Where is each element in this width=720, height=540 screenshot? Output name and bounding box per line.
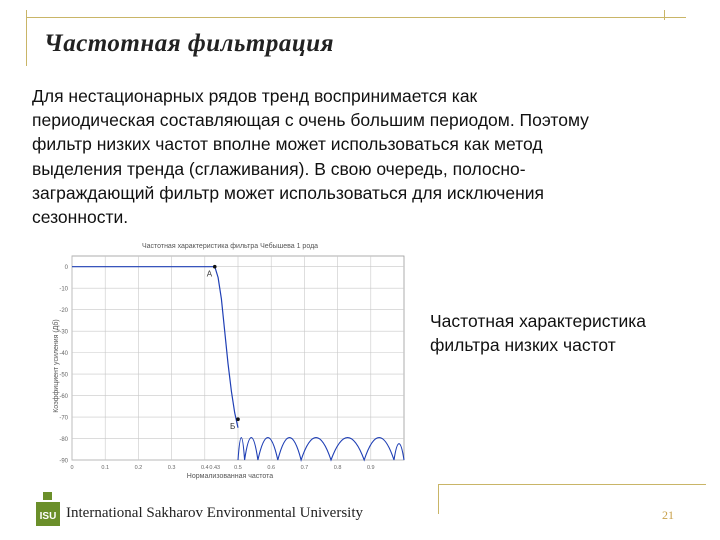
y-tick-label: -90 [59,458,68,465]
page-number: 21 [662,508,674,522]
slide-title: Частотная фильтрация [44,30,335,57]
x-tick-label: 0.1 [101,465,110,471]
body-line: сезонности. [32,207,129,228]
chart-ylabel: Коэффициент усиления (Дб) [53,319,60,413]
x-tick-label: 0.4 [200,465,209,471]
y-tick-label: -40 [59,351,68,358]
footer-rule [438,484,706,485]
chart-xlabel: Нормализованная частота [186,473,274,480]
stopband-lobes [238,438,404,460]
annotation-point [236,417,240,421]
y-tick-label: -60 [59,394,68,401]
plot-area [59,256,404,471]
x-tick-label: 0.8 [333,465,342,471]
x-tick-label: 0.6 [267,465,276,471]
y-tick-label: -70 [59,415,68,422]
body-line: заграждающий фильтр может использоваться для исключения [32,182,545,203]
body-paragraph [32,84,692,229]
title-rule-top [26,17,686,18]
body-line: фильтр низких частот вполне может использоваться как метод [32,134,543,155]
title-rule-left [26,10,27,66]
annotation-label: A [206,269,213,279]
x-tick-label: 0.5 [234,465,242,471]
university-logo [36,492,60,526]
caption-line: фильтра низких частот [430,335,616,355]
annotation-point [213,265,217,269]
body-line: выделения тренда (сглаживания). В свою очередь, полосно- [32,158,526,179]
x-tick-label: 0.7 [300,465,309,471]
title-rule-right [664,10,665,20]
logo-lettering: ISU [39,511,57,522]
y-tick-label: -50 [59,372,68,379]
frequency-response-chart [48,236,408,480]
y-tick-label: -20 [59,308,68,315]
series-line [72,267,238,428]
x-tick-label: 0 [70,465,74,471]
x-tick-label: 0.9 [366,465,375,471]
caption-line: Частотная характеристика [430,311,647,331]
x-tick-label: 0.2 [134,465,143,471]
body-line: Для нестационарных рядов тренд воспринимается как [32,86,478,106]
x-tick-label: 0.43 [209,465,221,471]
y-tick-label: -10 [59,286,68,293]
annotation-label: Б [230,422,236,432]
y-tick-label: -80 [59,437,68,444]
university-name: International Sakharov Environmental University [66,505,364,521]
y-tick-label: -30 [59,329,68,336]
body-line: периодическая составляющая с очень большим периодом. Поэтому [32,110,589,131]
chart-title: Частотная характеристика фильтра Чебышева 1 рода [141,243,319,250]
x-tick-label: 0.3 [167,465,176,471]
footer-rule-vertical [438,484,439,514]
chart-caption [430,309,700,357]
y-tick-label: 0 [64,265,68,272]
